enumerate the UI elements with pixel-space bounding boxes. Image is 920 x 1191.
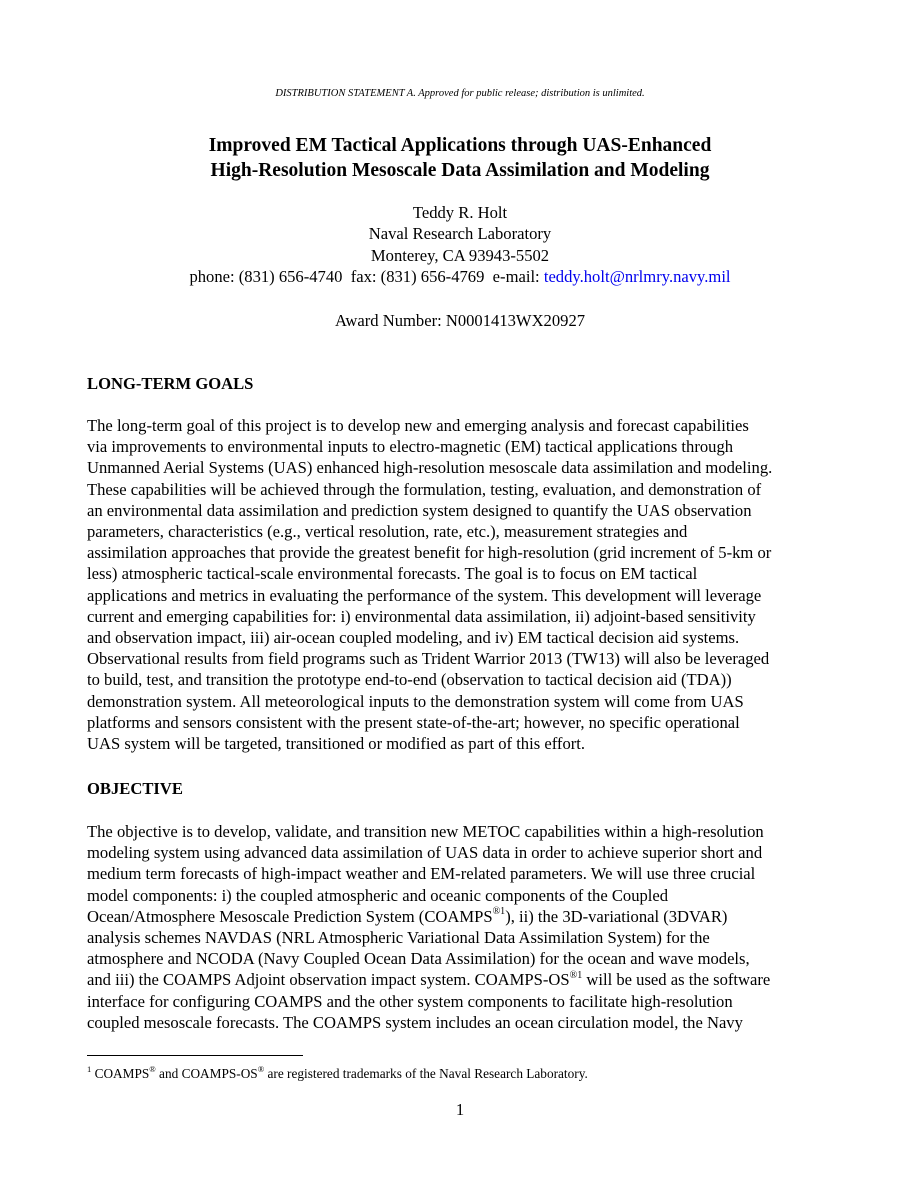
paragraph-line: The objective is to develop, validate, and transition new METOC capabilities within a high-resolution — [87, 822, 764, 841]
contact-text: phone: (831) 656-4740 fax: (831) 656-4769 e-mail: — [189, 266, 544, 286]
paragraph-line: The long-term goal of this project is to develop new and emerging analysis and forecast capabilities — [87, 416, 749, 435]
footnote — [87, 1063, 588, 1082]
title-line-1: Improved EM Tactical Applications through UAS-Enhanced — [208, 135, 712, 156]
paragraph-line: modeling system using advanced data assimilation of UAS data in order to achieve superior short and — [87, 843, 763, 863]
paragraph-line — [87, 969, 847, 990]
paragraph-line: Observational results from field programs such as Trident Warrior 2013 (TW13) will also be leveraged — [87, 649, 770, 669]
footnote-text: are registered trademarks of the Naval Research Laboratory. — [264, 1066, 588, 1081]
paragraph-line: and observation impact, iii) air-ocean coupled modeling, and iv) EM tactical decision aid systems. — [87, 628, 740, 648]
document-title — [0, 133, 920, 183]
paragraph-line: Unmanned Aerial Systems (UAS) enhanced high-resolution mesoscale data assimilation and modeling. — [87, 458, 773, 478]
author-organization: Naval Research Laboratory — [368, 224, 552, 244]
paragraph-line: platforms and sensors consistent with the present state-of-the-art; however, no specific operational — [87, 712, 740, 732]
paragraph-line: coupled mesoscale forecasts. The COAMPS system includes an ocean circulation model, the Navy — [87, 1012, 743, 1032]
paragraph-line: model components: i) the coupled atmospheric and oceanic components of the Coupled — [87, 885, 669, 905]
paragraph-line: an environmental data assimilation and prediction system designed to quantify the UAS observation — [87, 500, 752, 520]
paragraph-line: via improvements to environmental inputs to electro-magnetic (EM) tactical applications through — [87, 437, 734, 457]
paragraph-line: UAS system will be targeted, transitioned or modified as part of this effort. — [87, 734, 586, 754]
award-number: Award Number: N0001413WX20927 — [334, 311, 586, 330]
paragraph-line: analysis schemes NAVDAS (NRL Atmospheric Variational Data Assimilation System) for the — [87, 928, 710, 948]
paragraph-line: current and emerging capabilities for: i) environmental data assimilation, ii) adjoint-based sensitivity — [87, 606, 756, 626]
author-name: Teddy R. Holt — [412, 203, 508, 222]
footnote-marker: ®1 — [492, 906, 506, 918]
paragraph-line — [87, 906, 847, 927]
footnote-text: COAMPS — [91, 1066, 150, 1081]
line-text: will be used as the software — [582, 970, 771, 990]
paragraph-line: interface for configuring COAMPS and the other system components to facilitate high-resolution — [87, 991, 733, 1011]
paragraph-line: assimilation approaches that provide the greatest benefit for high-resolution (grid increment of 5-km or — [87, 543, 772, 563]
long-term-goals-paragraph — [87, 415, 847, 754]
page-number: 1 — [455, 1100, 465, 1119]
paragraph-line: These capabilities will be achieved through the formulation, testing, evaluation, and demonstration of — [87, 479, 762, 499]
paragraph-line: applications and metrics in evaluating the performance of the system. This development will leverage — [87, 585, 762, 605]
email-link[interactable]: teddy.holt@nrlmry.navy.mil — [543, 266, 731, 286]
author-block — [0, 202, 920, 287]
registered-mark: ® — [257, 1063, 265, 1074]
author-address: Monterey, CA 93943-5502 — [370, 245, 550, 265]
author-contact — [0, 266, 920, 287]
objective-heading: OBJECTIVE — [87, 779, 183, 798]
footnote-number: 1 — [87, 1063, 92, 1074]
long-term-goals-heading: LONG-TERM GOALS — [87, 374, 254, 393]
distribution-statement: DISTRIBUTION STATEMENT A. Approved for public release; distribution is unlimited. — [275, 88, 645, 99]
paragraph-line: to build, test, and transition the prototype end-to-end (observation to tactical decision aid (TDA)) — [87, 670, 732, 690]
line-text: ), ii) the 3D-variational (3DVAR) — [505, 906, 728, 926]
footnote-divider — [87, 1055, 303, 1056]
objective-paragraph — [87, 821, 847, 1033]
line-text: Ocean/Atmosphere Mesoscale Prediction System (COAMPS — [87, 906, 493, 926]
footnote-text: and COAMPS-OS — [155, 1066, 258, 1081]
footnote-marker: ®1 — [569, 969, 583, 981]
paragraph-line: atmosphere and NCODA (Navy Coupled Ocean Data Assimilation) for the ocean and wave models, — [87, 949, 750, 969]
registered-mark: ® — [149, 1063, 156, 1074]
title-line-2: High-Resolution Mesoscale Data Assimilation and Modeling — [210, 160, 710, 181]
paragraph-line: demonstration system. All meteorological inputs to the demonstration system will come from UAS — [87, 691, 744, 711]
line-text: and iii) the COAMPS Adjoint observation impact system. COAMPS-OS — [87, 970, 570, 990]
paragraph-line: less) atmospheric tactical-scale environmental forecasts. The goal is to focus on EM tactical — [87, 564, 698, 584]
paragraph-line: medium term forecasts of high-impact weather and EM-related parameters. We will use three crucial — [87, 864, 756, 884]
paragraph-line: parameters, characteristics (e.g., vertical resolution, rate, etc.), measurement strategies and — [87, 522, 688, 542]
